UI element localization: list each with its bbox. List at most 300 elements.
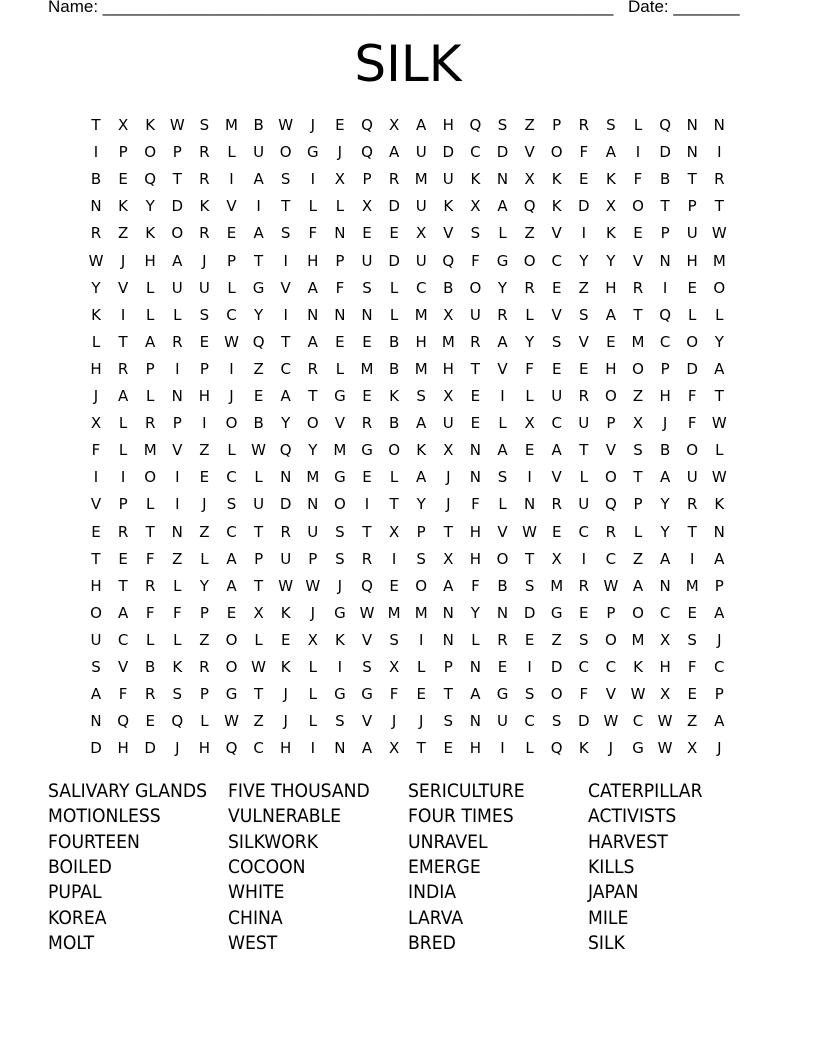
grid-letter[interactable]: R [578,116,590,134]
grid-letter[interactable]: T [470,359,480,378]
grid-letter[interactable]: P [172,143,182,162]
grid-letter[interactable]: J [283,712,288,731]
grid-letter[interactable]: S [416,387,426,405]
grid-letter[interactable]: Y [660,495,670,514]
grid-letter[interactable]: T [579,441,589,460]
grid-letter[interactable]: H [280,739,292,758]
grid-letter[interactable]: S [551,332,562,351]
grid-letter[interactable]: K [470,170,481,189]
grid-letter[interactable]: I [202,414,207,433]
grid-letter[interactable]: A [497,441,508,460]
grid-letter[interactable]: U [415,251,427,270]
grid-letter[interactable]: G [306,143,319,162]
grid-letter[interactable]: A [361,739,373,758]
grid-letter[interactable]: D [144,739,156,758]
grid-letter[interactable]: L [389,305,399,324]
grid-letter[interactable]: A [497,197,508,216]
grid-letter[interactable]: P [606,603,616,622]
grid-letter[interactable]: V [605,685,617,704]
grid-letter[interactable]: E [470,414,481,433]
grid-letter[interactable]: D [442,143,455,162]
grid-letter[interactable]: U [253,143,265,162]
grid-letter[interactable]: A [470,685,481,704]
grid-letter[interactable]: L [498,414,507,433]
grid-letter[interactable]: L [146,305,155,324]
grid-letter[interactable]: Q [117,712,129,731]
grid-letter[interactable]: F [687,414,697,433]
grid-letter[interactable]: U [578,495,590,514]
grid-letter[interactable]: O [604,387,617,405]
grid-letter[interactable]: F [525,359,534,378]
grid-letter[interactable]: U [551,387,563,405]
grid-letter[interactable]: K [280,603,291,622]
grid-letter[interactable]: O [333,495,346,514]
grid-letter[interactable]: N [523,495,536,514]
grid-letter[interactable]: H [469,549,482,568]
grid-letter[interactable]: F [335,278,345,297]
grid-letter[interactable]: S [606,116,616,134]
grid-letter[interactable]: Z [199,441,210,460]
grid-letter[interactable]: Z [687,712,698,731]
grid-letter[interactable]: T [281,197,291,216]
grid-letter[interactable]: N [686,143,698,162]
grid-letter[interactable]: Y [660,522,670,541]
grid-letter[interactable]: J [608,739,614,758]
grid-letter[interactable]: A [714,712,725,731]
grid-letter[interactable]: W [169,116,185,134]
grid-letter[interactable]: P [199,359,209,378]
grid-letter[interactable]: H [605,278,617,297]
grid-letter[interactable]: O [225,630,238,649]
grid-letter[interactable]: Y [416,495,426,514]
grid-letter[interactable]: L [227,441,236,460]
grid-letter[interactable]: R [470,332,481,351]
grid-letter[interactable]: G [496,685,509,704]
grid-letter[interactable]: V [117,278,129,297]
grid-letter[interactable]: C [226,522,237,541]
grid-letter[interactable]: Q [469,116,482,134]
grid-letter[interactable]: L [227,143,236,162]
grid-letter[interactable]: E [118,170,128,189]
grid-letter[interactable]: W [603,576,619,595]
grid-letter[interactable]: O [171,224,184,243]
grid-letter[interactable]: T [118,576,128,595]
grid-letter[interactable]: W [657,712,673,731]
grid-letter[interactable]: C [470,143,481,162]
grid-letter[interactable]: K [91,305,101,324]
grid-letter[interactable]: R [388,170,400,189]
grid-letter[interactable]: X [388,739,400,758]
grid-letter[interactable]: E [335,116,345,134]
grid-letter[interactable]: V [605,441,617,460]
grid-letter[interactable]: E [362,224,372,243]
grid-letter[interactable]: C [578,522,590,541]
grid-letter[interactable]: R [199,658,210,676]
grid-letter[interactable]: Y [525,332,535,351]
grid-letter[interactable]: E [687,603,697,622]
grid-letter[interactable]: A [145,332,156,351]
grid-letter[interactable]: I [662,278,668,297]
grid-letter[interactable]: C [226,468,237,487]
grid-letter[interactable]: B [388,414,400,433]
grid-letter[interactable]: G [334,387,346,405]
grid-letter[interactable]: T [254,685,264,704]
grid-letter[interactable]: C [524,712,535,731]
grid-letter[interactable]: A [714,549,725,568]
grid-letter[interactable]: F [308,224,318,243]
grid-letter[interactable]: U [307,522,319,541]
grid-letter[interactable]: G [361,441,373,460]
grid-letter[interactable]: M [387,603,401,622]
grid-letter[interactable]: I [391,549,397,568]
grid-letter[interactable]: R [686,495,698,514]
grid-letter[interactable]: G [550,603,563,622]
grid-letter[interactable]: L [715,305,724,324]
grid-letter[interactable]: L [118,441,128,460]
grid-letter[interactable]: Q [144,170,157,189]
grid-letter[interactable]: B [388,332,400,351]
grid-letter[interactable]: S [443,712,454,731]
grid-letter[interactable]: L [389,278,399,297]
grid-letter[interactable]: L [688,305,697,324]
grid-letter[interactable]: Z [117,224,129,243]
grid-letter[interactable]: J [310,116,316,134]
grid-letter[interactable]: W [278,116,294,134]
grid-letter[interactable]: A [226,576,237,595]
grid-letter[interactable]: B [253,116,264,134]
grid-letter[interactable]: L [633,522,643,541]
grid-letter[interactable]: T [254,251,264,270]
grid-letter[interactable]: S [524,576,535,595]
grid-letter[interactable]: N [469,658,481,676]
grid-letter[interactable]: E [362,468,372,487]
grid-letter[interactable]: M [143,441,157,460]
grid-letter[interactable]: T [416,739,426,758]
grid-letter[interactable]: I [256,197,261,216]
grid-letter[interactable]: D [578,197,590,216]
grid-letter[interactable]: A [172,251,183,270]
grid-letter[interactable]: H [469,739,482,758]
grid-letter[interactable]: N [90,197,102,216]
grid-letter[interactable]: P [145,359,155,378]
grid-letter[interactable]: C [117,630,129,649]
grid-letter[interactable]: I [418,630,424,649]
grid-letter[interactable]: I [93,468,99,487]
grid-letter[interactable]: S [633,441,643,460]
grid-letter[interactable]: H [659,658,671,676]
grid-letter[interactable]: N [171,387,183,405]
grid-letter[interactable]: S [226,495,237,514]
grid-letter[interactable]: K [416,441,427,460]
grid-letter[interactable]: U [686,224,698,243]
grid-letter[interactable]: O [144,468,157,487]
grid-letter[interactable]: S [362,658,372,676]
grid-letter[interactable]: N [334,739,346,758]
grid-letter[interactable]: J [202,251,207,270]
grid-letter[interactable]: Y [579,251,589,270]
grid-letter[interactable]: X [117,116,129,134]
grid-letter[interactable]: M [631,332,645,351]
grid-letter[interactable]: H [144,251,156,270]
grid-letter[interactable]: E [443,739,454,758]
grid-letter[interactable]: Z [578,278,589,297]
grid-letter[interactable]: Y [254,305,264,324]
grid-letter[interactable]: I [310,170,316,189]
grid-letter[interactable]: T [281,332,291,351]
grid-letter[interactable]: X [388,522,400,541]
grid-letter[interactable]: F [579,143,589,162]
grid-letter[interactable]: C [605,549,617,568]
grid-letter[interactable]: J [391,712,397,731]
grid-letter[interactable]: T [443,522,453,541]
grid-letter[interactable]: Z [199,630,210,649]
grid-letter[interactable]: C [226,305,237,324]
grid-letter[interactable]: Z [524,224,535,243]
grid-letter[interactable]: E [551,278,562,297]
grid-letter[interactable]: E [226,224,237,243]
grid-letter[interactable]: E [551,359,562,378]
grid-letter[interactable]: P [172,414,182,433]
grid-letter[interactable]: E [579,359,589,378]
grid-letter[interactable]: D [388,251,400,270]
grid-letter[interactable]: F [172,603,182,622]
grid-letter[interactable]: E [551,522,562,541]
grid-letter[interactable]: L [417,658,426,676]
grid-letter[interactable]: L [254,630,263,649]
grid-letter[interactable]: V [280,278,291,297]
grid-letter[interactable]: L [525,305,534,324]
grid-letter[interactable]: A [416,414,427,433]
grid-letter[interactable]: M [225,116,238,134]
grid-letter[interactable]: K [118,197,129,216]
grid-letter[interactable]: Y [470,603,480,622]
grid-letter[interactable]: J [229,387,234,405]
grid-letter[interactable]: X [388,658,400,676]
grid-letter[interactable]: L [200,549,209,568]
grid-letter[interactable]: K [605,224,616,243]
grid-letter[interactable]: S [280,170,291,189]
grid-letter[interactable]: O [686,441,699,460]
grid-letter[interactable]: F [633,170,643,189]
grid-letter[interactable]: J [283,685,288,704]
grid-letter[interactable]: R [144,685,156,704]
grid-letter[interactable]: K [145,224,156,243]
grid-letter[interactable]: H [442,359,454,378]
grid-letter[interactable]: I [93,143,99,162]
grid-letter[interactable]: O [604,468,617,487]
grid-letter[interactable]: T [687,170,697,189]
grid-letter[interactable]: X [687,739,698,758]
grid-letter[interactable]: X [443,549,454,568]
grid-letter[interactable]: J [337,143,343,162]
name-field-label[interactable]: Name: ______________________________________________________ [48,0,614,16]
grid-letter[interactable]: L [173,305,182,324]
grid-letter[interactable]: E [579,170,589,189]
grid-letter[interactable]: G [252,278,265,297]
grid-letter[interactable]: P [714,576,724,595]
grid-letter[interactable]: A [117,387,129,405]
grid-letter[interactable]: E [253,387,264,405]
grid-letter[interactable]: P [254,549,264,568]
grid-letter[interactable]: Y [606,251,616,270]
grid-letter[interactable]: A [551,441,562,460]
grid-letter[interactable]: F [145,603,155,622]
grid-letter[interactable]: D [90,739,102,758]
grid-letter[interactable]: I [527,658,532,676]
grid-letter[interactable]: A [416,116,427,134]
grid-letter[interactable]: R [117,522,129,541]
grid-letter[interactable]: S [335,712,345,731]
grid-letter[interactable]: O [550,143,563,162]
grid-letter[interactable]: X [632,414,644,433]
grid-letter[interactable]: P [714,685,724,704]
grid-letter[interactable]: R [172,332,183,351]
grid-letter[interactable]: P [226,251,237,270]
grid-letter[interactable]: F [118,685,128,704]
grid-letter[interactable]: H [198,387,211,405]
grid-letter[interactable]: V [172,441,183,460]
grid-letter[interactable]: O [144,143,157,162]
grid-letter[interactable]: K [443,197,454,216]
grid-letter[interactable]: I [581,549,587,568]
grid-letter[interactable]: F [145,549,155,568]
grid-letter[interactable]: S [416,549,426,568]
grid-letter[interactable]: W [251,441,267,460]
grid-letter[interactable]: A [605,143,617,162]
grid-letter[interactable]: G [632,739,644,758]
grid-letter[interactable]: Q [252,332,265,351]
grid-letter[interactable]: J [120,251,126,270]
grid-letter[interactable]: I [310,739,316,758]
grid-letter[interactable]: W [603,712,619,731]
grid-letter[interactable]: W [359,603,375,622]
grid-letter[interactable]: N [334,305,346,324]
grid-letter[interactable]: Q [225,739,238,758]
grid-letter[interactable]: K [280,658,291,676]
grid-letter[interactable]: S [199,116,210,134]
grid-letter[interactable]: U [361,251,373,270]
grid-letter[interactable]: Z [524,116,535,134]
grid-letter[interactable]: M [360,359,374,378]
grid-letter[interactable]: E [199,468,210,487]
grid-letter[interactable]: W [305,576,321,595]
grid-letter[interactable]: V [117,658,129,676]
grid-letter[interactable]: X [605,197,617,216]
grid-letter[interactable]: W [251,658,267,676]
grid-letter[interactable]: U [253,495,265,514]
grid-letter[interactable]: R [361,414,373,433]
grid-letter[interactable]: F [687,658,697,676]
grid-letter[interactable]: S [362,278,372,297]
grid-letter[interactable]: E [91,522,101,541]
grid-letter[interactable]: L [173,630,182,649]
grid-letter[interactable]: O [550,685,563,704]
grid-letter[interactable]: S [524,685,535,704]
grid-letter[interactable]: A [280,387,291,405]
grid-letter[interactable]: I [581,224,587,243]
grid-letter[interactable]: M [414,170,428,189]
grid-letter[interactable]: B [145,658,156,676]
grid-letter[interactable]: H [90,359,102,378]
grid-letter[interactable]: X [253,603,264,622]
grid-letter[interactable]: X [659,685,671,704]
grid-letter[interactable]: F [471,495,480,514]
grid-letter[interactable]: S [687,630,697,649]
grid-letter[interactable]: R [199,143,210,162]
grid-letter[interactable]: H [469,522,482,541]
grid-letter[interactable]: E [470,387,481,405]
grid-letter[interactable]: X [334,170,346,189]
grid-letter[interactable]: J [418,712,424,731]
grid-letter[interactable]: N [469,468,481,487]
grid-letter[interactable]: C [659,603,671,622]
grid-letter[interactable]: S [497,468,508,487]
grid-letter[interactable]: O [225,658,238,676]
grid-letter[interactable]: T [714,197,724,216]
grid-letter[interactable]: V [524,143,535,162]
grid-letter[interactable]: L [91,332,101,351]
grid-letter[interactable]: L [525,387,534,405]
grid-letter[interactable]: K [389,387,400,405]
grid-letter[interactable]: M [441,332,455,351]
grid-letter[interactable]: E [335,332,345,351]
grid-letter[interactable]: G [496,251,509,270]
grid-letter[interactable]: N [686,116,698,134]
grid-letter[interactable]: P [118,495,128,514]
grid-letter[interactable]: N [442,603,454,622]
grid-letter[interactable]: D [171,197,184,216]
grid-letter[interactable]: A [632,576,644,595]
grid-letter[interactable]: T [660,197,670,216]
grid-letter[interactable]: I [120,468,126,487]
grid-letter[interactable]: S [579,305,589,324]
grid-letter[interactable]: T [633,305,643,324]
grid-letter[interactable]: F [471,576,480,595]
grid-letter[interactable]: G [225,685,238,704]
grid-letter[interactable]: E [497,658,508,676]
grid-letter[interactable]: R [280,522,291,541]
grid-letter[interactable]: T [443,685,453,704]
grid-letter[interactable]: E [226,603,237,622]
grid-letter[interactable]: R [144,576,156,595]
grid-letter[interactable]: B [659,170,671,189]
grid-letter[interactable]: P [199,603,209,622]
grid-letter[interactable]: Q [659,305,671,324]
grid-letter[interactable]: U [578,414,590,433]
grid-letter[interactable]: A [659,468,671,487]
grid-letter[interactable]: W [711,468,727,487]
grid-letter[interactable]: A [497,332,508,351]
grid-letter[interactable]: A [443,576,454,595]
grid-letter[interactable]: O [632,359,644,378]
grid-letter[interactable]: P [606,414,616,433]
grid-letter[interactable]: D [686,359,698,378]
grid-letter[interactable]: V [361,630,373,649]
grid-letter[interactable]: Y [308,441,318,460]
grid-letter[interactable]: N [334,224,346,243]
grid-letter[interactable]: A [307,278,318,297]
grid-letter[interactable]: Q [604,495,617,514]
grid-letter[interactable]: X [470,197,481,216]
grid-letter[interactable]: B [253,414,264,433]
grid-letter[interactable]: U [469,305,481,324]
grid-letter[interactable]: V [551,468,562,487]
grid-letter[interactable]: D [578,712,590,731]
grid-letter[interactable]: L [227,278,236,297]
grid-letter[interactable]: H [659,387,671,405]
grid-letter[interactable]: P [118,143,128,162]
grid-letter[interactable]: N [361,305,373,324]
